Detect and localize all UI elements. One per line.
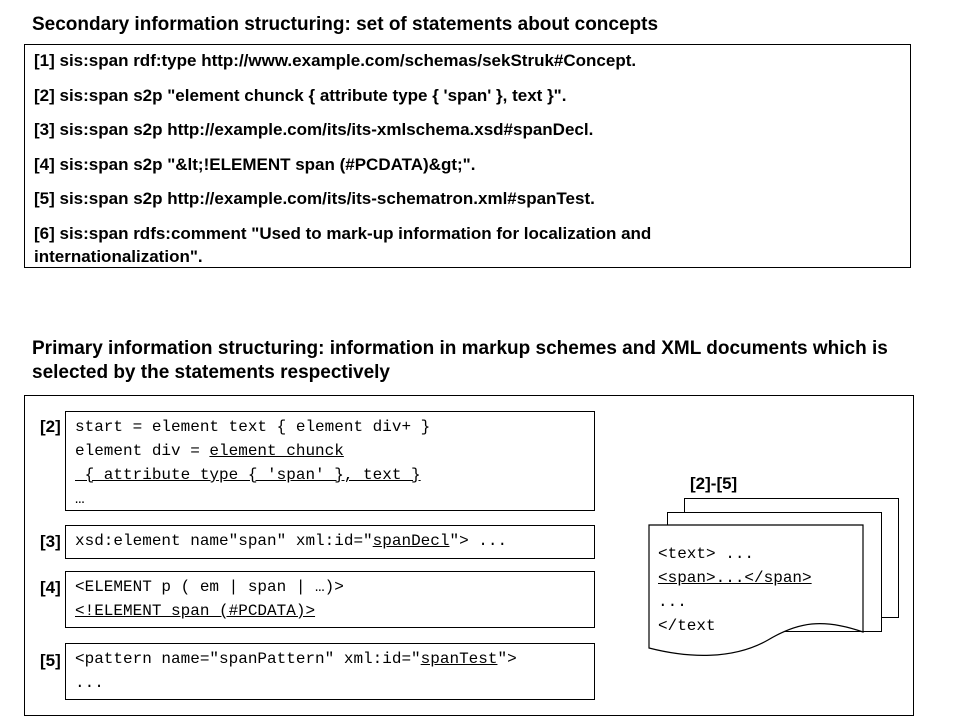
doc-content (658, 542, 812, 638)
ref-4-line-2-underlined: <!ELEMENT span (#PCDATA)> (75, 602, 316, 620)
ref-5-underlined: spanTest (420, 650, 498, 668)
ref-4-code-box (65, 571, 595, 628)
ref-2-line-1: start = element text { element div+ } (75, 418, 431, 436)
ref-2-label: [2] (40, 417, 61, 436)
secondary-title: Secondary information structuring: set of statements about concepts (32, 14, 659, 35)
ref-5-line-2: ... (75, 674, 104, 692)
doc-line-4: </text (658, 617, 716, 635)
primary-title: Primary information structuring: information in markup schemes and XML documents which is selected by the statements respectively (32, 338, 888, 383)
ref-4-label: [4] (40, 578, 61, 597)
statement-6: [6] sis:span rdfs:comment "Used to mark-up information for localization and internationalization". (34, 224, 657, 266)
ref-3-underlined: spanDecl (372, 532, 450, 550)
ref-2-code-box (65, 411, 595, 511)
ref-5-prefix: <pattern name="spanPattern" xml:id=" (75, 650, 421, 668)
ref-5-label: [5] (40, 651, 61, 670)
ref-3-label: [3] (40, 532, 61, 551)
doc-line-3: ... (658, 593, 687, 611)
statement-4: [4] sis:span s2p "&lt;!ELEMENT span (#PCDATA)&gt;". (34, 155, 476, 174)
statements-box (24, 44, 911, 268)
ref-2-line-2-prefix: element div = (75, 442, 210, 460)
statement-3: [3] sis:span s2p http://example.com/its/its-xmlschema.xsd#spanDecl. (34, 120, 594, 139)
docs-label: [2]-[5] (690, 474, 738, 493)
ref-3-prefix: xsd:element name"span" xml:id=" (75, 532, 373, 550)
ref-5-suffix: "> (497, 650, 517, 668)
ref-3-code-box (65, 525, 595, 559)
ref-4-line-1: <ELEMENT p ( em | span | …)> (75, 578, 344, 596)
statement-1: [1] sis:span rdf:type http://www.example.com/schemas/sekStruk#Concept. (34, 51, 637, 70)
doc-line-2-underlined: <span>...</span> (658, 569, 812, 587)
ref-3-suffix: "> ... (449, 532, 508, 550)
doc-line-1: <text> ... (658, 545, 755, 563)
ref-2-line-4: … (75, 490, 85, 508)
ref-2-line-3-underlined: { attribute type { 'span' }, text } (75, 466, 421, 484)
ref-2-line-2-underlined: element chunck (209, 442, 344, 460)
ref-5-code-box (65, 643, 595, 700)
statement-2: [2] sis:span s2p "element chunck { attribute type { 'span' }, text }". (34, 86, 567, 105)
statement-5: [5] sis:span s2p http://example.com/its/its-schematron.xml#spanTest. (34, 189, 595, 208)
